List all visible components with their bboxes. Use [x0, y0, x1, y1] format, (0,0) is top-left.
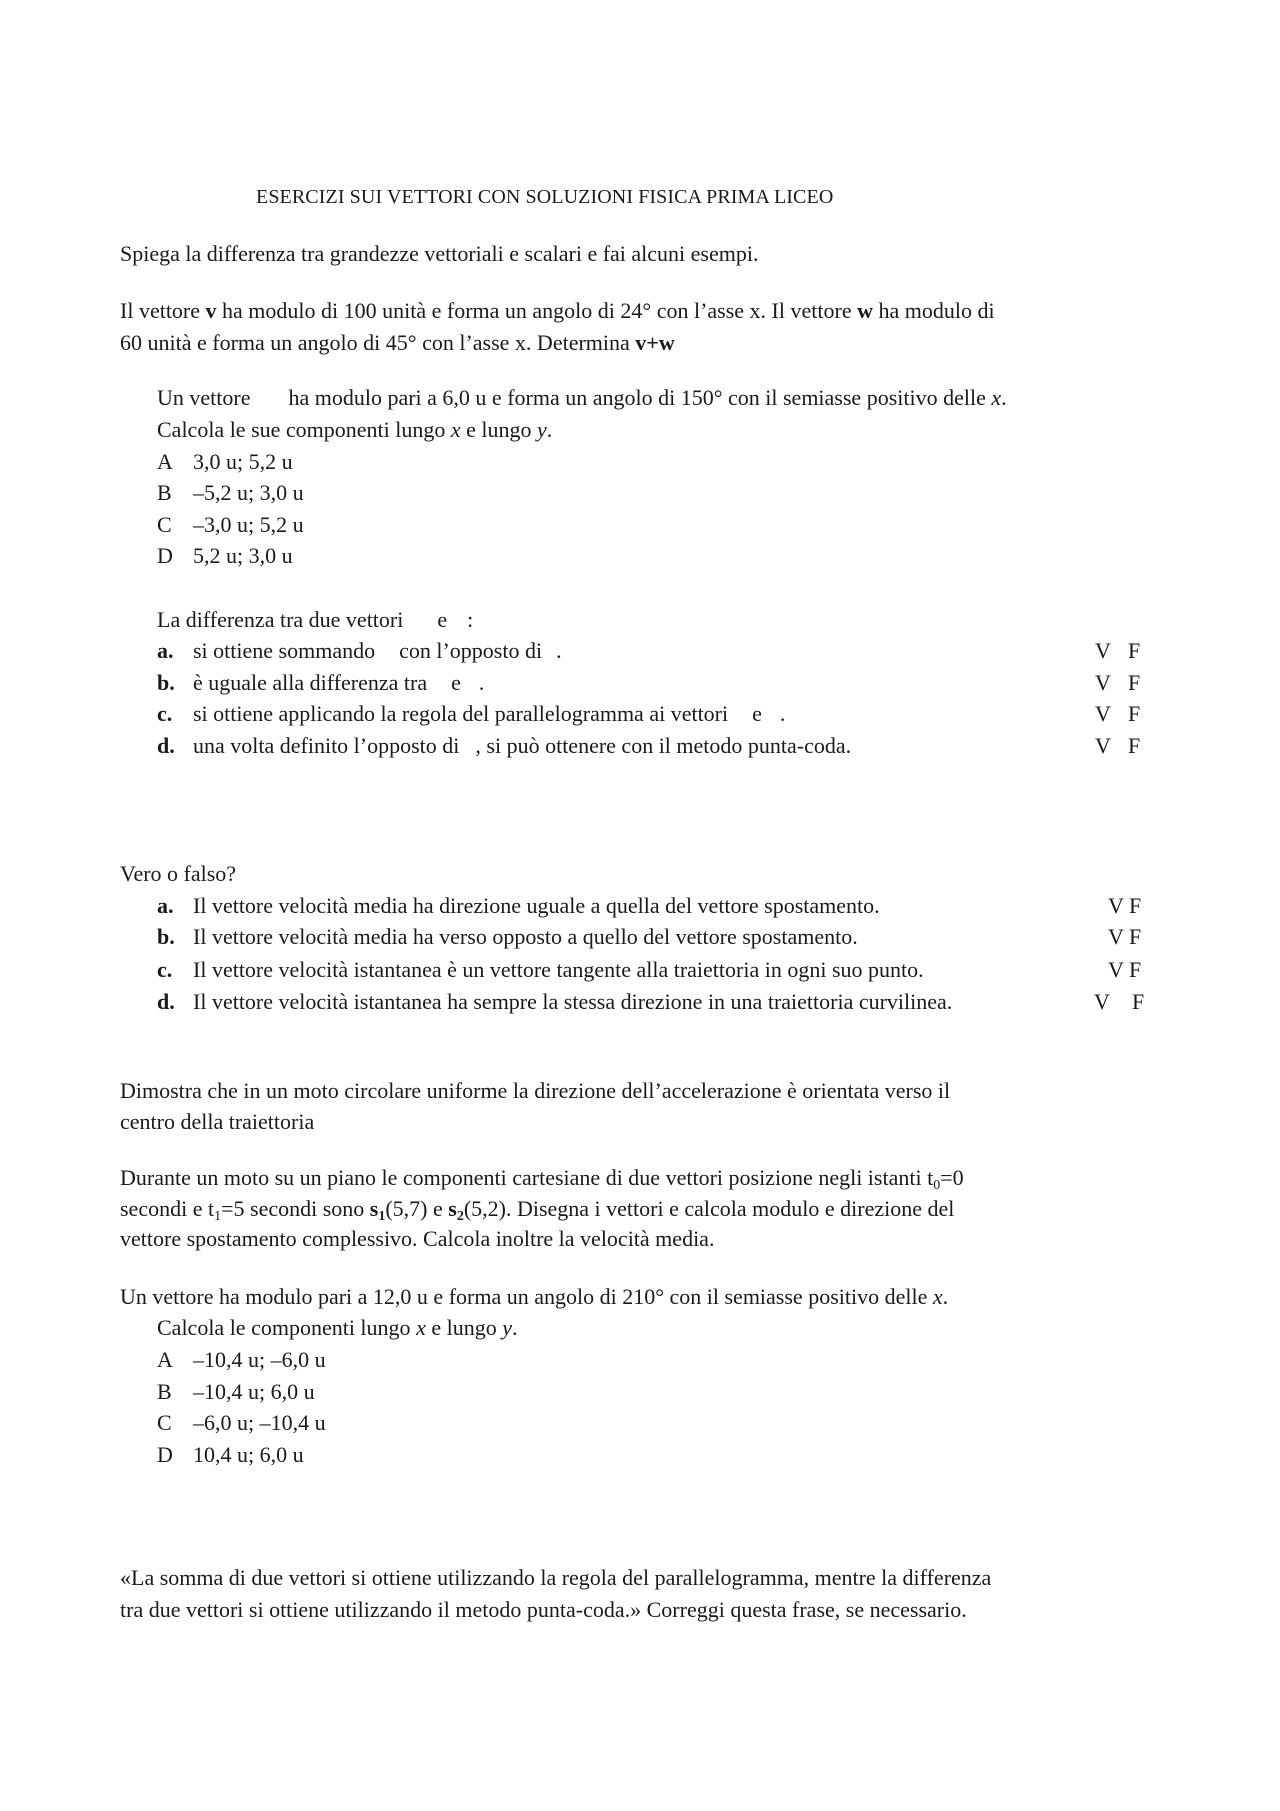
- text: Il vettore velocità media ha direzione uguale a quella del vettore spostamento.: [193, 893, 880, 918]
- exercise-7-line-3: vettore spostamento complessivo. Calcola inoltre la velocità media.: [120, 1226, 715, 1251]
- false-option[interactable]: F: [1128, 670, 1141, 695]
- option-letter: C: [157, 1410, 172, 1435]
- text: 60 unità e forma un angolo di 45° con l’asse x. Determina: [120, 330, 636, 355]
- exercise-6-line-1: Dimostra che in un moto circolare uniforme la direzione dell’accelerazione è orientata verso il: [120, 1078, 951, 1103]
- option-d[interactable]: [157, 1444, 304, 1466]
- subscript: 0: [933, 1178, 941, 1193]
- text: .: [546, 417, 553, 442]
- subscript: 1: [378, 1209, 386, 1224]
- exercise-9-line-2: tra due vettori si ottiene utilizzando il metodo punta-coda.» Correggi questa frase, se necessario.: [120, 1597, 967, 1622]
- text: e: [437, 607, 448, 632]
- true-option[interactable]: V: [1095, 670, 1111, 695]
- option-letter: C: [157, 512, 172, 537]
- statement-a: [157, 895, 880, 917]
- text: .: [1001, 385, 1007, 410]
- text: .: [942, 1284, 949, 1309]
- text: una volta definito l’opposto di: [193, 733, 460, 758]
- option-text: –10,4 u; –6,0 u: [193, 1347, 326, 1372]
- statement-c: [157, 959, 924, 981]
- true-option[interactable]: V: [1095, 638, 1111, 663]
- text: .: [478, 670, 485, 695]
- statement-d: [157, 991, 952, 1013]
- option-text: 3,0 u; 5,2 u: [193, 449, 293, 474]
- option-letter: A: [157, 449, 173, 474]
- exercise-4-intro: [157, 609, 473, 631]
- text: .: [779, 701, 786, 726]
- option-a[interactable]: [157, 1349, 326, 1371]
- option-letter: B: [157, 1379, 172, 1404]
- axis-x: x: [450, 417, 461, 442]
- option-b[interactable]: [157, 482, 304, 504]
- text: secondi e t: [120, 1196, 215, 1221]
- item-label: b.: [157, 924, 175, 949]
- axis-y: y: [502, 1315, 512, 1340]
- text: La differenza tra due vettori: [157, 607, 404, 632]
- option-text: –3,0 u; 5,2 u: [193, 512, 304, 537]
- text: =5 secondi sono: [221, 1196, 370, 1221]
- text: e: [451, 670, 461, 695]
- axis-x: x: [416, 1315, 426, 1340]
- statement-a: [157, 640, 562, 662]
- exercise-8-line-1: [120, 1286, 948, 1308]
- text: e lungo: [460, 417, 538, 442]
- option-b[interactable]: [157, 1381, 315, 1403]
- text: Il vettore velocità media ha verso opposto a quello del vettore spostamento.: [193, 924, 858, 949]
- option-letter: D: [157, 1442, 173, 1467]
- item-label: a.: [157, 638, 174, 663]
- text: :: [467, 607, 474, 632]
- false-option[interactable]: F: [1128, 638, 1141, 663]
- subscript: 1: [214, 1209, 222, 1224]
- false-option[interactable]: F: [1128, 733, 1141, 758]
- option-c[interactable]: [157, 1412, 326, 1434]
- statement-d: [157, 735, 851, 757]
- item-label: c.: [157, 701, 173, 726]
- text: Durante un moto su un piano le componenti cartesiane di due vettori posizione negli istanti t: [120, 1165, 934, 1190]
- option-c[interactable]: [157, 514, 304, 536]
- statement-c: [157, 703, 785, 725]
- vector-w: w: [857, 298, 873, 323]
- false-option[interactable]: F: [1132, 989, 1145, 1014]
- page-title: ESERCIZI SUI VETTORI CON SOLUZIONI FISICA PRIMA LICEO: [256, 186, 834, 208]
- text: ha modulo pari a 6,0 u e forma un angolo di 150° con il semiasse positivo delle: [288, 385, 992, 410]
- option-letter: D: [157, 543, 173, 568]
- text: e lungo: [425, 1315, 503, 1340]
- vector-s1: s: [369, 1196, 379, 1221]
- vector-sum: v+w: [635, 330, 675, 355]
- option-letter: B: [157, 480, 172, 505]
- vector-v: v: [205, 298, 217, 323]
- text: Il vettore velocità istantanea ha sempre la stessa direzione in una traiettoria curvilinea.: [193, 989, 953, 1014]
- subscript: 2: [456, 1209, 464, 1224]
- option-text: –10,4 u; 6,0 u: [193, 1379, 315, 1404]
- text: .: [511, 1315, 518, 1340]
- text: e: [752, 701, 762, 726]
- exercise-2-line-1: [120, 300, 995, 322]
- true-option[interactable]: V: [1095, 733, 1111, 758]
- statement-b: [157, 672, 484, 694]
- exercise-6-line-2: centro della traiettoria: [120, 1109, 315, 1134]
- text: ha modulo di 100 unità e forma un angolo di 24° con l’asse x. Il vettore: [216, 298, 858, 323]
- exercise-9-line-1: «La somma di due vettori si ottiene utilizzando la regola del parallelogramma, mentre la differenza: [120, 1565, 992, 1590]
- text: (5,7) e: [385, 1196, 449, 1221]
- statement-b: [157, 926, 858, 948]
- exercise-3-line-1: [157, 387, 1007, 409]
- exercise-8-line-2: [157, 1317, 517, 1339]
- text: si ottiene applicando la regola del parallelogramma ai vettori: [193, 701, 729, 726]
- item-label: a.: [157, 893, 174, 918]
- text: (5,2). Disegna i vettori e calcola modulo e direzione del: [463, 1196, 955, 1221]
- exercise-2-line-2: [120, 332, 675, 354]
- text: Un vettore: [157, 385, 251, 410]
- exercise-7-line-1: [120, 1165, 964, 1193]
- option-text: 10,4 u; 6,0 u: [193, 1442, 304, 1467]
- true-false-options[interactable]: V F: [1108, 924, 1142, 949]
- text: è uguale alla differenza tra: [193, 670, 428, 695]
- option-a[interactable]: [157, 451, 293, 473]
- axis-x: x: [932, 1284, 943, 1309]
- vector-s2: s: [448, 1196, 457, 1221]
- true-false-options[interactable]: V F: [1108, 957, 1142, 982]
- item-label: d.: [157, 733, 175, 758]
- item-label: d.: [157, 989, 175, 1014]
- axis-x: x: [991, 385, 1002, 410]
- option-letter: A: [157, 1347, 173, 1372]
- item-label: b.: [157, 670, 175, 695]
- exercise-1: Spiega la differenza tra grandezze vettoriali e scalari e fai alcuni esempi.: [120, 241, 759, 266]
- true-false-options[interactable]: V F: [1108, 893, 1142, 918]
- exercise-5-intro: Vero o falso?: [120, 861, 237, 886]
- axis-y: y: [537, 417, 547, 442]
- text: ha modulo di: [872, 298, 995, 323]
- option-text: –5,2 u; 3,0 u: [193, 480, 304, 505]
- option-text: 5,2 u; 3,0 u: [193, 543, 293, 568]
- text: , si può ottenere con il metodo punta-coda.: [475, 733, 852, 758]
- item-label: c.: [157, 957, 173, 982]
- text: .: [556, 638, 562, 663]
- false-option[interactable]: F: [1128, 701, 1141, 726]
- exercise-3-line-2: [157, 419, 552, 441]
- text: si ottiene sommando: [193, 638, 376, 663]
- text: Calcola le sue componenti lungo: [157, 417, 451, 442]
- true-option[interactable]: V: [1094, 989, 1110, 1014]
- exercise-7-line-2: [120, 1196, 955, 1224]
- text: Un vettore ha modulo pari a 12,0 u e forma un angolo di 210° con il semiasse positivo delle: [120, 1284, 933, 1309]
- text: Calcola le componenti lungo: [157, 1315, 417, 1340]
- option-d[interactable]: [157, 545, 293, 567]
- text: =0: [940, 1165, 964, 1190]
- true-option[interactable]: V: [1095, 701, 1111, 726]
- option-text: –6,0 u; –10,4 u: [193, 1410, 326, 1435]
- text: Il vettore: [120, 298, 206, 323]
- text: Il vettore velocità istantanea è un vettore tangente alla traiettoria in ogni suo punto.: [193, 957, 924, 982]
- text: con l’opposto di: [399, 638, 543, 663]
